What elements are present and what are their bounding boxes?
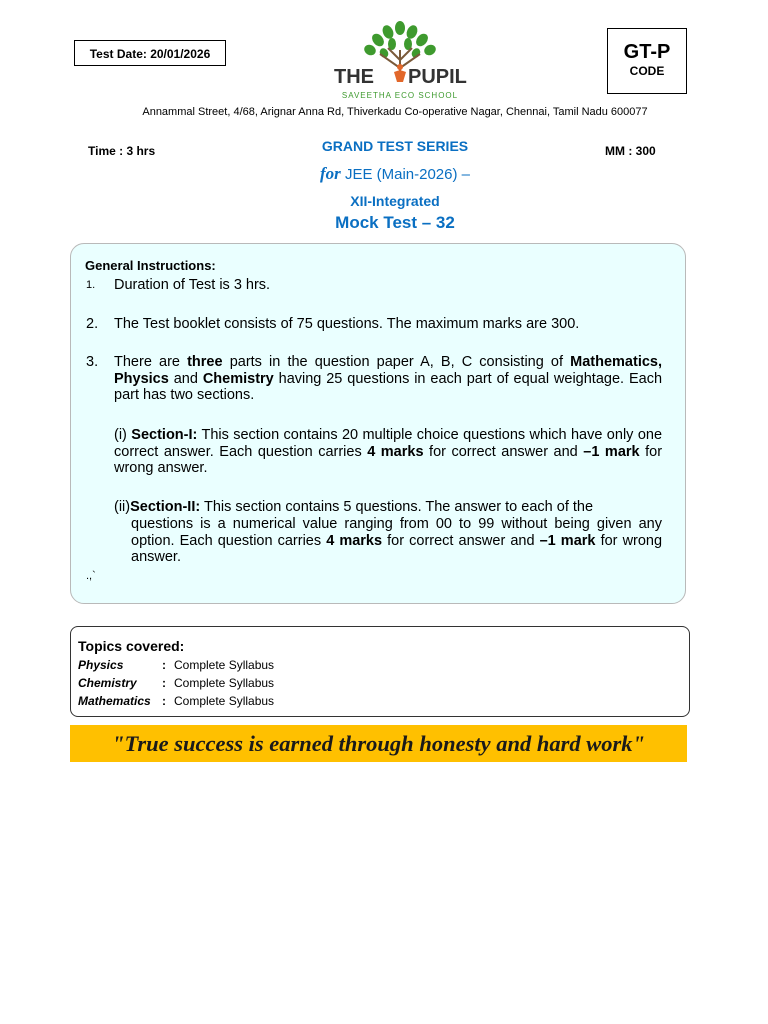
paper-code-box (607, 28, 687, 94)
section-1-text (114, 427, 662, 477)
section-2-negative: –1 mark (539, 532, 596, 549)
test-duration: Time : 3 hrs (88, 144, 156, 158)
paper-code: GT-P (623, 41, 671, 63)
logo-text-the: THE (334, 66, 374, 88)
stray-mark: .,` (86, 570, 96, 582)
topic-colon: : (162, 676, 166, 690)
item-3-text-b: parts in the question paper A, B, C consisting of (229, 354, 564, 370)
section-1-text-c: for correct answer and (429, 443, 578, 460)
item-3-chemistry: Chemistry (202, 370, 274, 387)
item-3-text-d: Each part has two sections. (114, 370, 663, 403)
motto-banner: "True success is earned through honesty and hard work" (70, 725, 687, 762)
section-1-mark-word: mark (604, 443, 640, 460)
topics-title: Topics covered: (78, 638, 185, 654)
paper-code-label: CODE (629, 64, 665, 78)
item-3-text-a: There are (114, 354, 180, 370)
exam-name: JEE (Main-2026) – (344, 166, 470, 183)
school-logo (330, 20, 470, 102)
topic-value: Complete Syllabus (174, 676, 275, 690)
item-3-physics: Physics (114, 370, 169, 387)
section-2-text-b: questions is a numerical value ranging from 00 to 99 without being given any (131, 516, 662, 532)
series-title: GRAND TEST SERIES (321, 138, 469, 154)
item-1-number: 1. (86, 279, 96, 291)
section-1-negative: –1 (583, 443, 600, 460)
section-1-text-b: one correct answer. Each question carries (114, 427, 663, 460)
max-marks: MM : 300 (605, 144, 656, 158)
item-3-and: and (173, 370, 198, 387)
exam-title (0, 164, 768, 184)
section-2-text-c: option. Each question carries (131, 532, 322, 549)
topic-value: Complete Syllabus (174, 694, 275, 708)
instructions-title: General Instructions: (85, 258, 216, 273)
test-date-box: Test Date: 20/01/2026 (74, 40, 226, 66)
section-2-text-d: for correct answer and (387, 532, 535, 549)
item-2: The Test booklet consists of 75 questions. The maximum marks are 300. (114, 316, 580, 332)
mock-test-title: Mock Test – 32 (335, 213, 455, 232)
section-2-marks: 4 marks (326, 532, 383, 549)
section-2-line-1 (114, 499, 662, 516)
section-1-prefix: (i) (114, 427, 127, 443)
item-3-three: three (187, 354, 223, 370)
section-1-label: Section-I: (131, 427, 198, 443)
section-2-body (131, 516, 662, 566)
item-3-number: 3. (86, 354, 99, 370)
logo-text-pupil: PUPIL (408, 66, 467, 88)
section-1-text-a: This section contains 20 multiple choice questions which have only (201, 427, 634, 443)
class-title: XII-Integrated (350, 193, 440, 209)
item-1: Duration of Test is 3 hrs. (114, 277, 271, 293)
item-3 (114, 354, 662, 404)
tree-logo-icon (330, 20, 470, 102)
item-3-mathematics: Mathematics, (570, 354, 663, 370)
school-address: Annammal Street, 4/68, Arignar Anna Rd, Thiverkadu Co-operative Nagar, Chennai, Tamil Nadu 600077 (142, 106, 648, 118)
item-3-text-c: having 25 questions in each part of equal weightage. (278, 370, 625, 387)
logo-tagline: SAVEETHA ECO SCHOOL (341, 91, 459, 100)
item-2-number: 2. (86, 316, 99, 332)
section-2-text-e: for (600, 532, 618, 549)
section-1-marks: 4 marks (367, 443, 424, 460)
topic-colon: : (162, 658, 166, 672)
section-2-text-f: wrong answer. (131, 532, 663, 565)
topic-value: Complete Syllabus (174, 658, 275, 672)
topic-subject: Physics (78, 658, 124, 672)
for-word: for (319, 164, 341, 183)
section-1-text-d: for wrong answer. (114, 443, 663, 476)
section-2-prefix: (ii) (114, 499, 131, 515)
topic-subject: Mathematics (78, 694, 151, 708)
topic-subject: Chemistry (78, 676, 137, 690)
section-2-label: Section-II: (130, 499, 201, 515)
topic-colon: : (162, 694, 166, 708)
section-2-text-a: This section contains 5 questions. The answer to each of the (203, 499, 594, 515)
